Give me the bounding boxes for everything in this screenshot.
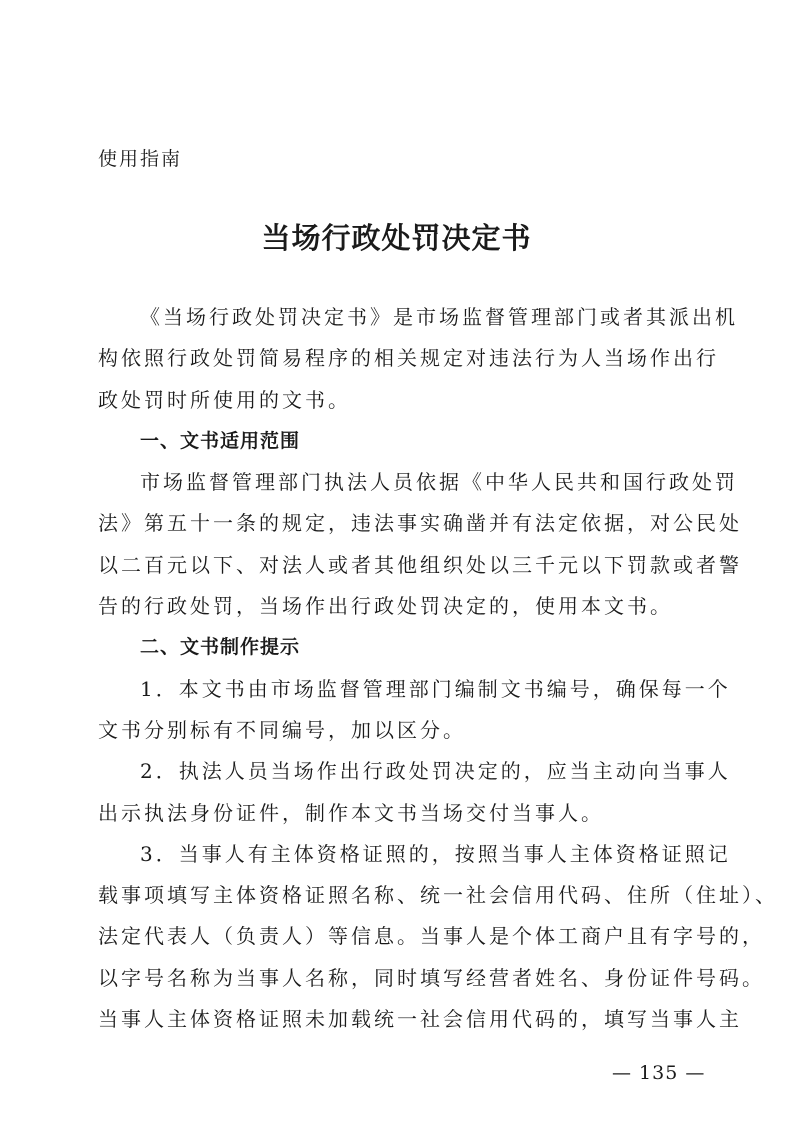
section-heading: 二、文书制作提示 bbox=[140, 636, 301, 659]
paragraph-line: 载事项填写主体资格证照名称、统一社会信用代码、住所（住址）、 bbox=[98, 883, 778, 908]
page-number: — 135 — bbox=[612, 1062, 706, 1084]
paragraph-line: 以二百元以下、对法人或者其他组织处以三千元以下罚款或者警 bbox=[98, 552, 742, 577]
paragraph-line: 以字号名称为当事人名称，同时填写经营者姓名、身份证件号码。 bbox=[98, 965, 765, 990]
paragraph-line: 《当场行政处罚决定书》是市场监督管理部门或者其派出机 bbox=[140, 305, 738, 329]
paragraph-line: 2．执法人员当场作出行政处罚决定的，应当主动向当事人 bbox=[140, 759, 731, 784]
paragraph-line: 告的行政处罚，当场作出行政处罚决定的，使用本文书。 bbox=[98, 594, 673, 619]
section-heading: 一、文书适用范围 bbox=[140, 429, 301, 452]
paragraph-line: 文书分别标有不同编号，加以区分。 bbox=[98, 717, 466, 742]
paragraph-line: 1．本文书由市场监督管理部门编制文书编号，确保每一个 bbox=[140, 676, 731, 701]
paragraph-line: 政处罚时所使用的文书。 bbox=[98, 387, 351, 412]
paragraph-line: 法定代表人（负责人）等信息。当事人是个体工商户且有字号的， bbox=[98, 924, 765, 949]
page-title: 当场行政处罚决定书 bbox=[261, 221, 532, 255]
document-body bbox=[98, 297, 778, 1040]
running-header: 使用指南 bbox=[98, 148, 183, 170]
paragraph-line: 出示执法身份证件，制作本文书当场交付当事人。 bbox=[98, 800, 604, 825]
paragraph-line: 构依照行政处罚简易程序的相关规定对违法行为人当场作出行 bbox=[98, 346, 719, 371]
paragraph-line: 市场监督管理部门执法人员依据《中华人民共和国行政处罚 bbox=[140, 470, 738, 495]
paragraph-line: 3．当事人有主体资格证照的，按照当事人主体资格证照记 bbox=[140, 841, 731, 866]
paragraph-line: 当事人主体资格证照未加载统一社会信用代码的，填写当事人主 bbox=[98, 1007, 742, 1032]
paragraph-line: 法》第五十一条的规定，违法事实确凿并有法定依据，对公民处 bbox=[98, 511, 742, 536]
